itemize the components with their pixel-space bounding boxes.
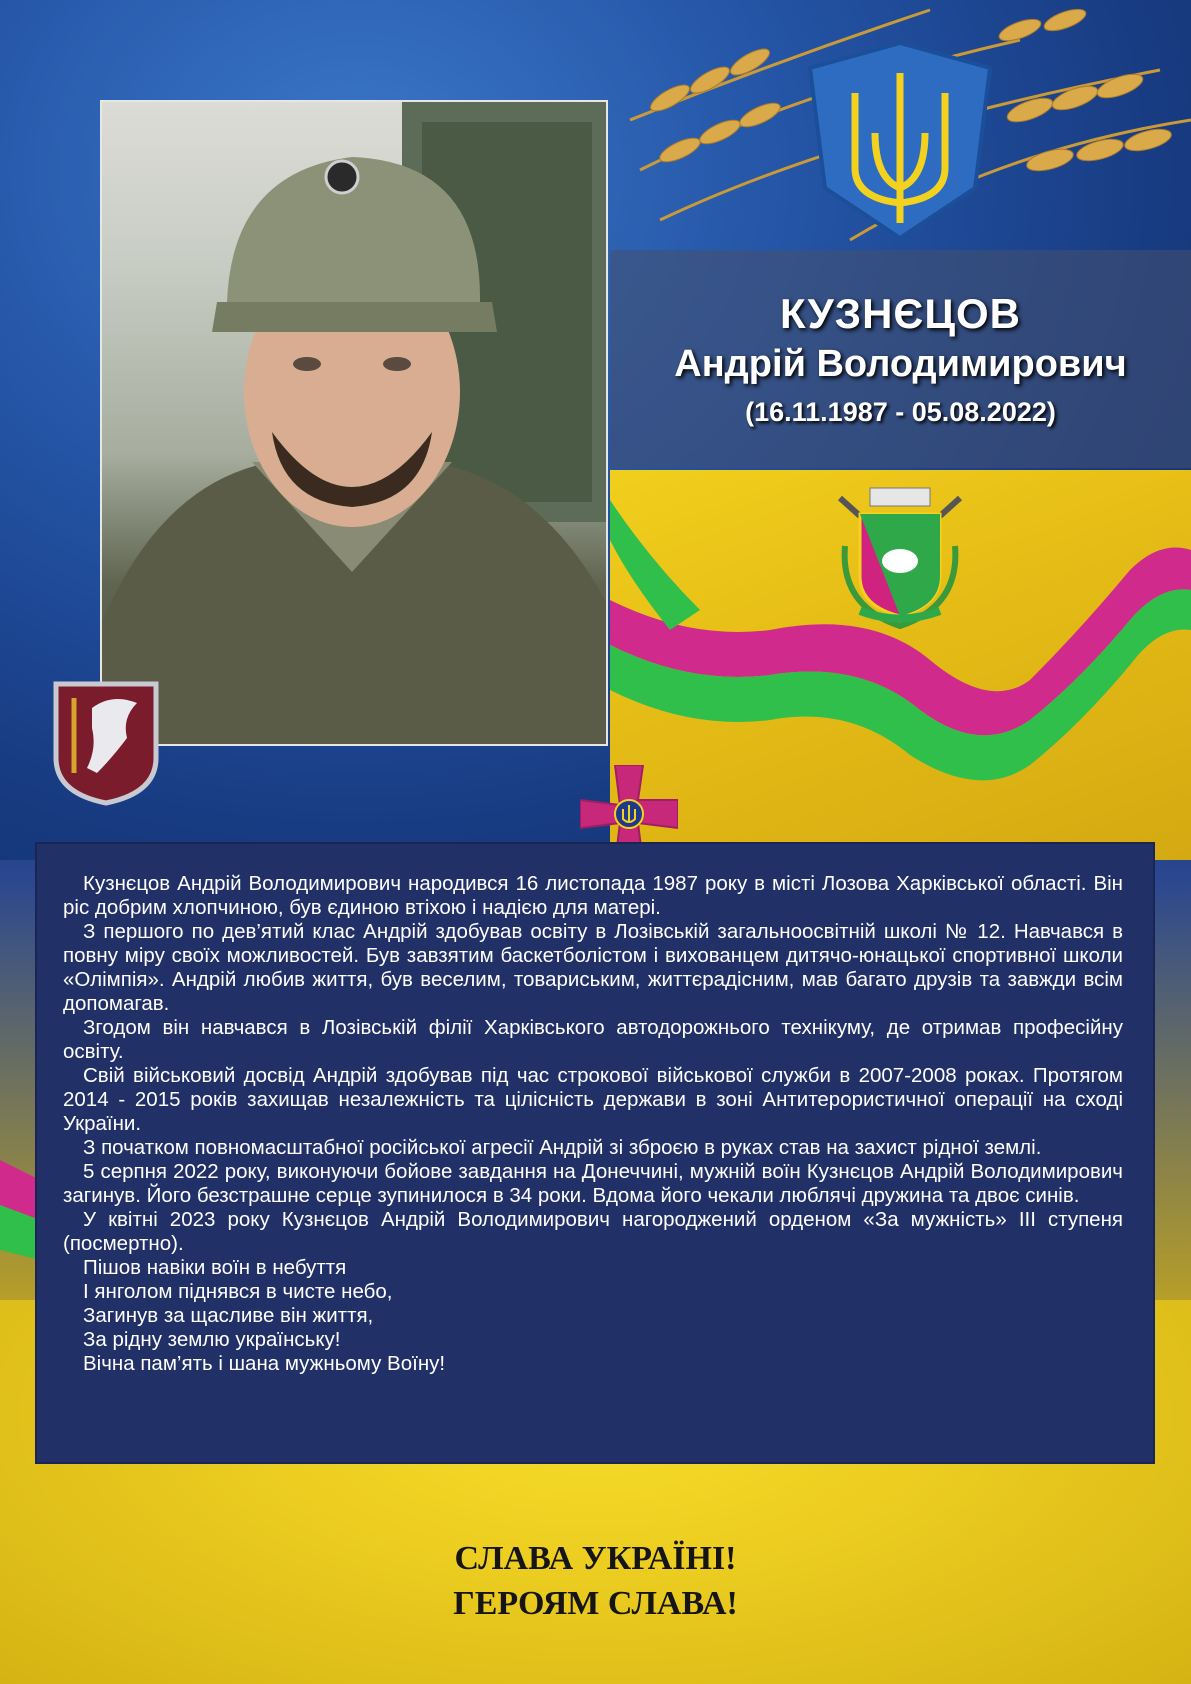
hero-given-names: Андрій Володимирович <box>674 343 1127 385</box>
verse-line: За рідну землю українську! <box>83 1328 341 1351</box>
portrait-photo <box>100 100 608 746</box>
city-crest-icon <box>830 486 970 631</box>
verse-line: Загинув за щасливе він життя, <box>83 1304 374 1327</box>
hero-dates: (16.11.1987 - 05.08.2022) <box>745 397 1056 427</box>
biography-paragraph: З першого по дев’ятий клас Андрій здобував освіту в Лозівській загальноосвітній школі № 12. Навчався в повну міру своїх можливостей. Був завзятим баскетболістом і вихованцем дитячо-юнацької спортивної школи «Олімпія». Андрій любив життя, був веселим, товариським, життєрадісним, мав багато друзів та завжди всім допомагав. <box>63 920 1123 1015</box>
verse-line: І янголом піднявся в чисте небо, <box>83 1280 393 1303</box>
verse-line: Пішов навіки воїн в небуття <box>83 1256 347 1279</box>
biography-paragraph: У квітні 2023 року Кузнєцов Андрій Володимирович нагороджений орденом «За мужність» ІІІ ступеня (посмертно). <box>63 1208 1123 1255</box>
verse-line: Вічна пам’ять і шана мужньому Воїну! <box>83 1352 446 1375</box>
biography-box <box>35 842 1155 1464</box>
biography-paragraph: Свій військовий досвід Андрій здобував під час строкової військової служби в 2007-2008 роках. Протягом 2014 - 2015 років захищав незалежність та цілісність держави в зоні Антитерористичної операції на сході України. <box>63 1064 1123 1135</box>
trident-icon <box>800 38 1000 243</box>
biography-paragraph: Кузнєцов Андрій Володимирович народився 16 листопада 1987 року в місті Лозова Харківської області. Він ріс добрим хлопчиною, був єдиною втіхою і надією для матері. <box>63 872 1123 919</box>
slogan-glory-ukraine: СЛАВА УКРАЇНІ! <box>454 1540 737 1577</box>
ribbon-fragment-icon <box>0 1160 40 1290</box>
portrait-illustration <box>102 102 606 744</box>
biography-paragraph: Згодом він навчався в Лозівській філії Харківського автодорожнього технікуму, де отримав професійну освіту. <box>63 1016 1123 1063</box>
biography-paragraph: 5 серпня 2022 року, виконуючи бойове завдання на Донеччині, мужній воїн Кузнєцов Андрій Володимирович загинув. Його безстрашне серце зупинилося в 34 роки. Вдома його чекали люблячі дружина та двоє синів. <box>63 1160 1123 1207</box>
hero-surname: КУЗНЄЦОВ <box>779 290 1021 337</box>
griffin-crest-icon <box>52 678 160 806</box>
slogan-glory-heroes: ГЕРОЯМ СЛАВА! <box>453 1585 738 1622</box>
biography-paragraph: З початком повномасштабної російської агресії Андрій зі зброєю в руках став на захист рідної землі. <box>83 1136 1042 1159</box>
